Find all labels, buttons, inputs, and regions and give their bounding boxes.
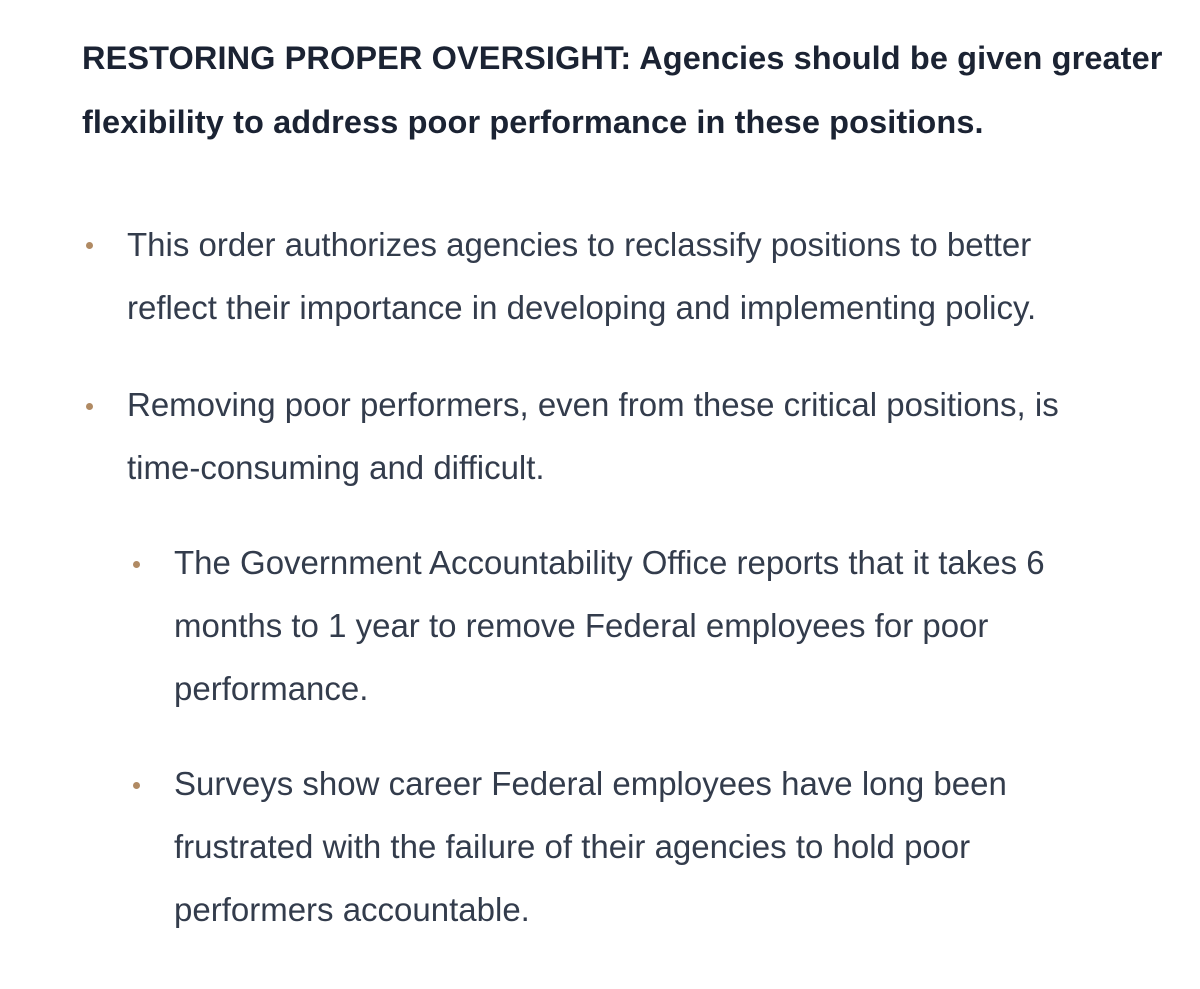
- sub-bullet-text-line: performance.: [174, 670, 369, 707]
- section-heading: [82, 26, 1200, 154]
- sub-bullet-marker: [133, 561, 140, 568]
- section-heading-line: flexibility to address poor performance in these positions.: [82, 104, 984, 140]
- bullet-marker: [86, 242, 93, 249]
- bullet-marker: [86, 403, 93, 410]
- bullet-text-line: time-consuming and difficult.: [127, 449, 545, 486]
- sub-bullet-text-line: months to 1 year to remove Federal employees for poor: [174, 607, 989, 644]
- section-heading-line: RESTORING PROPER OVERSIGHT: Agencies should be given greater: [82, 40, 1163, 76]
- sub-bullet-text-line: frustrated with the failure of their agencies to hold poor: [174, 828, 971, 865]
- bullet-text-line: Removing poor performers, even from these critical positions, is: [127, 386, 1059, 423]
- sub-bullet-marker: [133, 782, 140, 789]
- sub-bullet-text-line: The Government Accountability Office reports that it takes 6: [174, 544, 1045, 581]
- bullet-text-line: This order authorizes agencies to reclassify positions to better: [127, 226, 1032, 263]
- sub-bullet-text-line: performers accountable.: [174, 891, 530, 928]
- bullet-item: [127, 373, 1059, 499]
- sub-bullet-text-line: Surveys show career Federal employees have long been: [174, 765, 1007, 802]
- sub-bullet-item: [174, 531, 1045, 720]
- bullet-text-line: reflect their importance in developing and implementing policy.: [127, 289, 1037, 326]
- sub-bullet-item: [174, 752, 1007, 941]
- bullet-item: [127, 213, 1036, 339]
